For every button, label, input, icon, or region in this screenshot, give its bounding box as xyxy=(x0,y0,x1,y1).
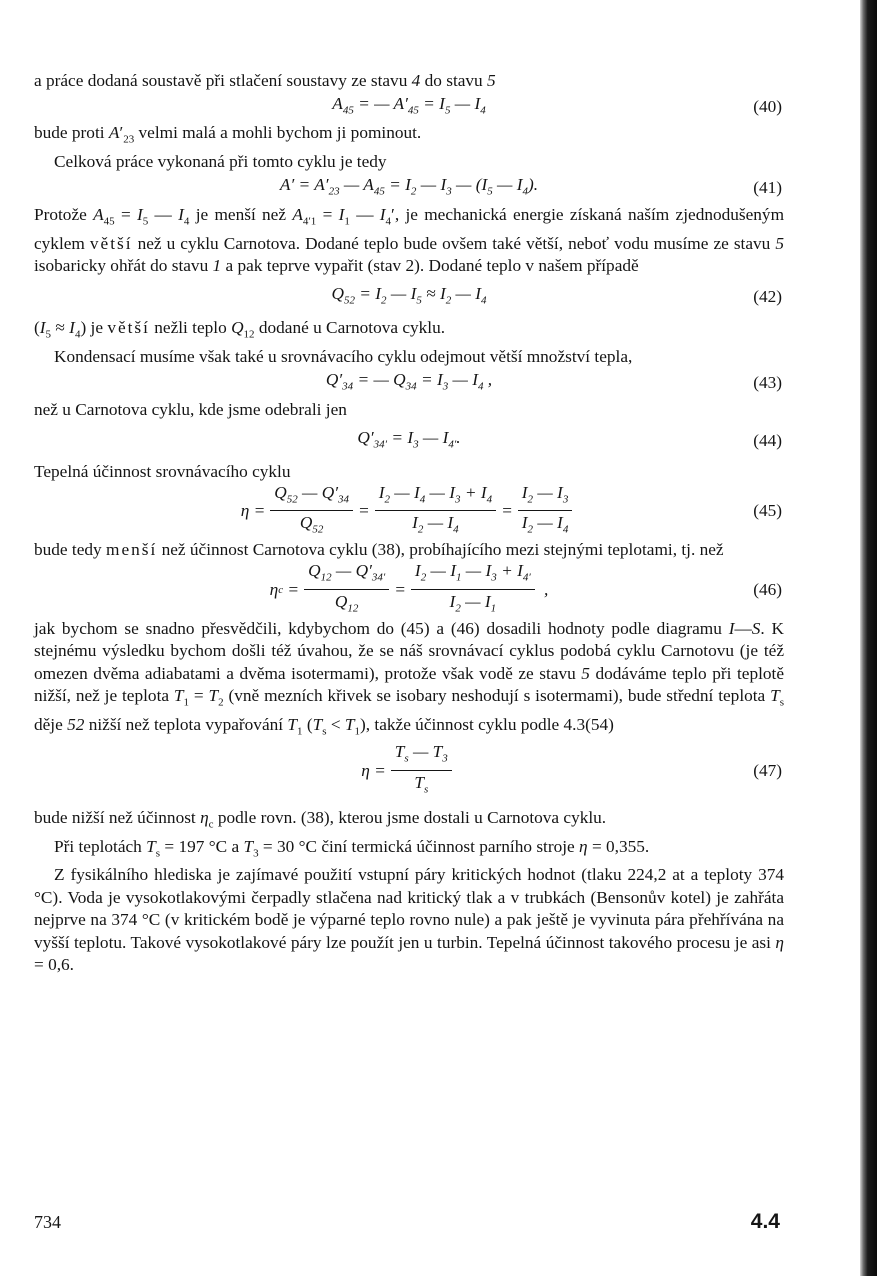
paragraph: Z fysikálního hlediska je zajímavé použití vstupní páry kritických hodnot (tlaku 224,2 at a teploty 374 °C). Voda je vysokotlakovými čerpadly stlačena nad kritický tlak a v trubkách (Bensonův kotel) je zahřáta nejprve na 374 °C (v kritickém bodě je výparné teplo rovno nule) a pak ještě je vyvinuta pára přehřívána na vyšší teplotu. Takové vysokotlakové páry lze použít jen u turbin. Tepelná účinnost takového procesu je asi η = 0,6. xyxy=(34,865,784,975)
equation-41: $A' = A'_{23}$ — $A_{45} = I_2$ — $I_3$ — ($I_5$ — $I_4$). (41) xyxy=(34,174,784,204)
equation-44: $Q'_{34'} = I_3$ — $I_{4'}$. (44) xyxy=(34,421,784,461)
equation-number: (41) xyxy=(753,178,782,198)
paragraph: Kondensací musíme však také u srovnávacího cyklu odejmout větší množství tepla, xyxy=(54,347,633,367)
section-number: 4.4 xyxy=(750,1210,780,1233)
equation-46: η c = $\frac{Q_{12} — Q'_{34'}}{Q_{12}}$ = $\frac{I_2 — I_1 — I_3 + I_{4'}}{I_2 — I_1}$ , (46) xyxy=(269,561,782,615)
page-edge-shadow xyxy=(860,0,877,1276)
equation-40: $A_{45}$ = — $A'_{45} = I_5$ — $I_4$ (40) xyxy=(34,92,784,122)
text-line: $(I_5 \approx I_4)$ je větší nežli teplo $Q_{12}$ dodané u Carnotova cyklu. xyxy=(34,318,446,341)
equation-number: (40) xyxy=(753,97,782,117)
equation-number: (45) xyxy=(753,501,782,521)
paragraph: bude tedy menší než účinnost Carnotova cyklu (38), probíhajícího mezi stejnými teplotami, tj. než xyxy=(34,540,724,560)
text-line: Tepelná účinnost srovnávacího cyklu xyxy=(34,462,291,482)
page-footer xyxy=(34,1212,780,1236)
equation-number: (46) xyxy=(753,579,782,599)
paragraph: Při teplotách $T_s = 197$ °C a $T_3 = 30$ °C činí termická účinnost parního stroje η = 0,355. xyxy=(54,836,650,860)
text-line: bude proti $A'_{23}$ velmi malá a mohli bychom ji pominout. xyxy=(34,123,422,146)
page-content xyxy=(34,58,784,977)
paragraph: jak bychom se snadno přesvědčili, kdybychom do (45) a (46) dosadili hodnoty podle diagramu I—S. K stejnému výsledku bychom došli též úvahou, že se náš srovnávací cyklus podobá cyklu Carnotovu (je též omezen dvěma adiabatami a dvěma isotermami), protože však vodě ze stavu 5 dodáváme teplo při teplotě nižší, než je teplota $T_1 = T_2$ (vně mezních křivek se isobary neshodují s isotermami), bude střední teplota $T_s$ děje 52 nižší než teplota vypařování $T_1$ $(T_s < T_1)$, takže účinnost cyklu podle 4.3(54) xyxy=(34,618,785,738)
equation-47: η = $\frac{T_s — T_3}{T_s}$ (47) xyxy=(361,742,782,796)
text-line: bude nižší než účinnost $\eta_c$ podle rovn. (38), kterou jsme dostali u Carnotova cyklu. xyxy=(34,807,607,831)
equation-45: η = $\frac{Q_{52} — Q'_{34}}{Q_{52}}$ = $\frac{I_2 — I_4 — I_3 + I_4}{I_2 — I_4}$ = $\frac{I_2 — I_3}{I_2 — I_4}$ (45) xyxy=(240,482,782,536)
paragraph: Protože $A_{45} = I_5$ — $I_4$ je menší než $A_{4'1} = I_1$ — $I_4'$, je mechanická energie získaná naším zjednodušeným cyklem větší než u cyklu Carnotova. Dodané teplo bude ovšem také větší, neboť vodu musíme ze stavu 5 isobaricky ohřát do stavu 1 a pak teprve vypařit (stav 2). Dodané teplo v našem případě xyxy=(34,204,785,275)
equation-number: (43) xyxy=(753,373,782,393)
equation-43: $Q'_{34}$ = — $Q_{34} = I_3$ — $I_4$ , (43) xyxy=(34,369,784,399)
equation-42: $Q_{52} = I_2$ — $I_5 \approx I_2$ — $I_4$ (42) xyxy=(34,277,784,317)
equation-number: (47) xyxy=(753,760,782,780)
equation-number: (44) xyxy=(753,430,782,450)
text-line: a práce dodaná soustavě při stlačení soustavy ze stavu 4 do stavu 5 xyxy=(34,71,496,90)
equation-number: (42) xyxy=(753,287,782,307)
text-line: Celková práce vykonaná při tomto cyklu je tedy xyxy=(54,152,387,172)
page-number: 734 xyxy=(34,1212,61,1232)
text-line: než u Carnotova cyklu, kde jsme odebrali jen xyxy=(34,399,347,419)
